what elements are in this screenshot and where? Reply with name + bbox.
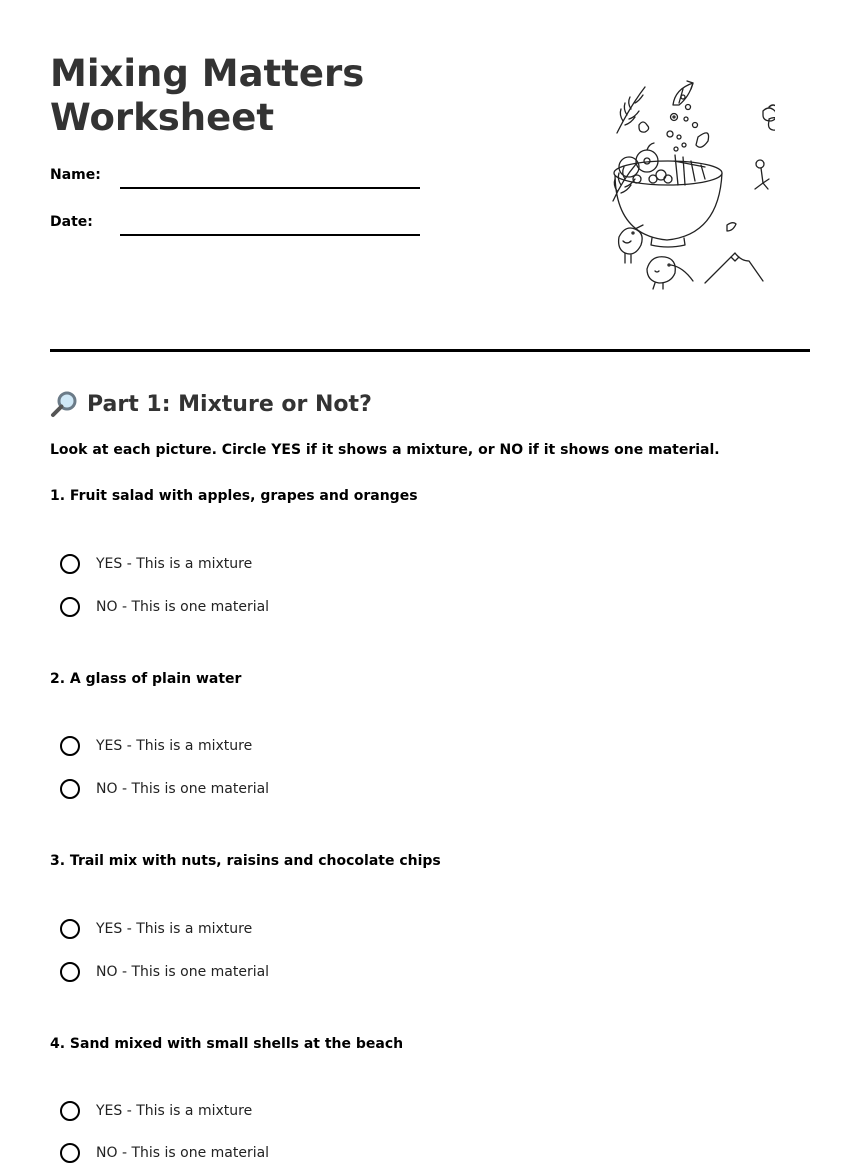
radio-circle[interactable] [60,779,80,799]
date-label: Date: [50,214,93,230]
option-yes[interactable] [60,917,252,941]
part1-heading-text: Part 1: Mixture or Not? [87,391,372,417]
part1-heading [50,388,372,420]
radio-circle[interactable] [60,554,80,574]
option-no[interactable] [60,595,269,619]
option-label: YES - This is a mixture [96,1103,253,1119]
worksheet-title [50,52,470,140]
option-no[interactable] [60,777,269,801]
option-label: NO - This is one material [96,781,270,797]
date-line[interactable] [120,234,420,236]
radio-circle[interactable] [60,919,80,939]
option-label: NO - This is one material [96,964,270,980]
question-text: 4. Sand mixed with small shells at the beach [50,1036,404,1052]
option-label: YES - This is a mixture [96,556,253,572]
option-yes[interactable] [60,1099,252,1123]
option-label: YES - This is a mixture [96,738,253,754]
question-text: 3. Trail mix with nuts, raisins and chocolate chips [50,853,441,869]
mixing-bowl-illustration [555,75,775,295]
question-text: 1. Fruit salad with apples, grapes and oranges [50,488,418,504]
title-line-1: Mixing Matters [50,52,365,95]
name-label: Name: [50,167,101,183]
title-line-2: Worksheet [50,96,275,139]
option-no[interactable] [60,960,269,984]
radio-circle[interactable] [60,1101,80,1121]
magnifying-glass-icon [50,389,80,419]
section-divider [50,349,810,352]
option-label: NO - This is one material [96,599,270,615]
question-text: 2. A glass of plain water [50,671,242,687]
part1-instructions: Look at each picture. Circle YES if it shows a mixture, or NO if it shows one material. [50,442,720,458]
radio-circle[interactable] [60,1143,80,1163]
option-label: YES - This is a mixture [96,921,253,937]
name-field [50,165,420,189]
name-line[interactable] [120,187,420,189]
radio-circle[interactable] [60,962,80,982]
option-yes[interactable] [60,734,252,758]
radio-circle[interactable] [60,736,80,756]
date-field [50,212,420,236]
option-label: NO - This is one material [96,1145,270,1161]
option-no[interactable] [60,1141,269,1165]
radio-circle[interactable] [60,597,80,617]
option-yes[interactable] [60,552,252,576]
